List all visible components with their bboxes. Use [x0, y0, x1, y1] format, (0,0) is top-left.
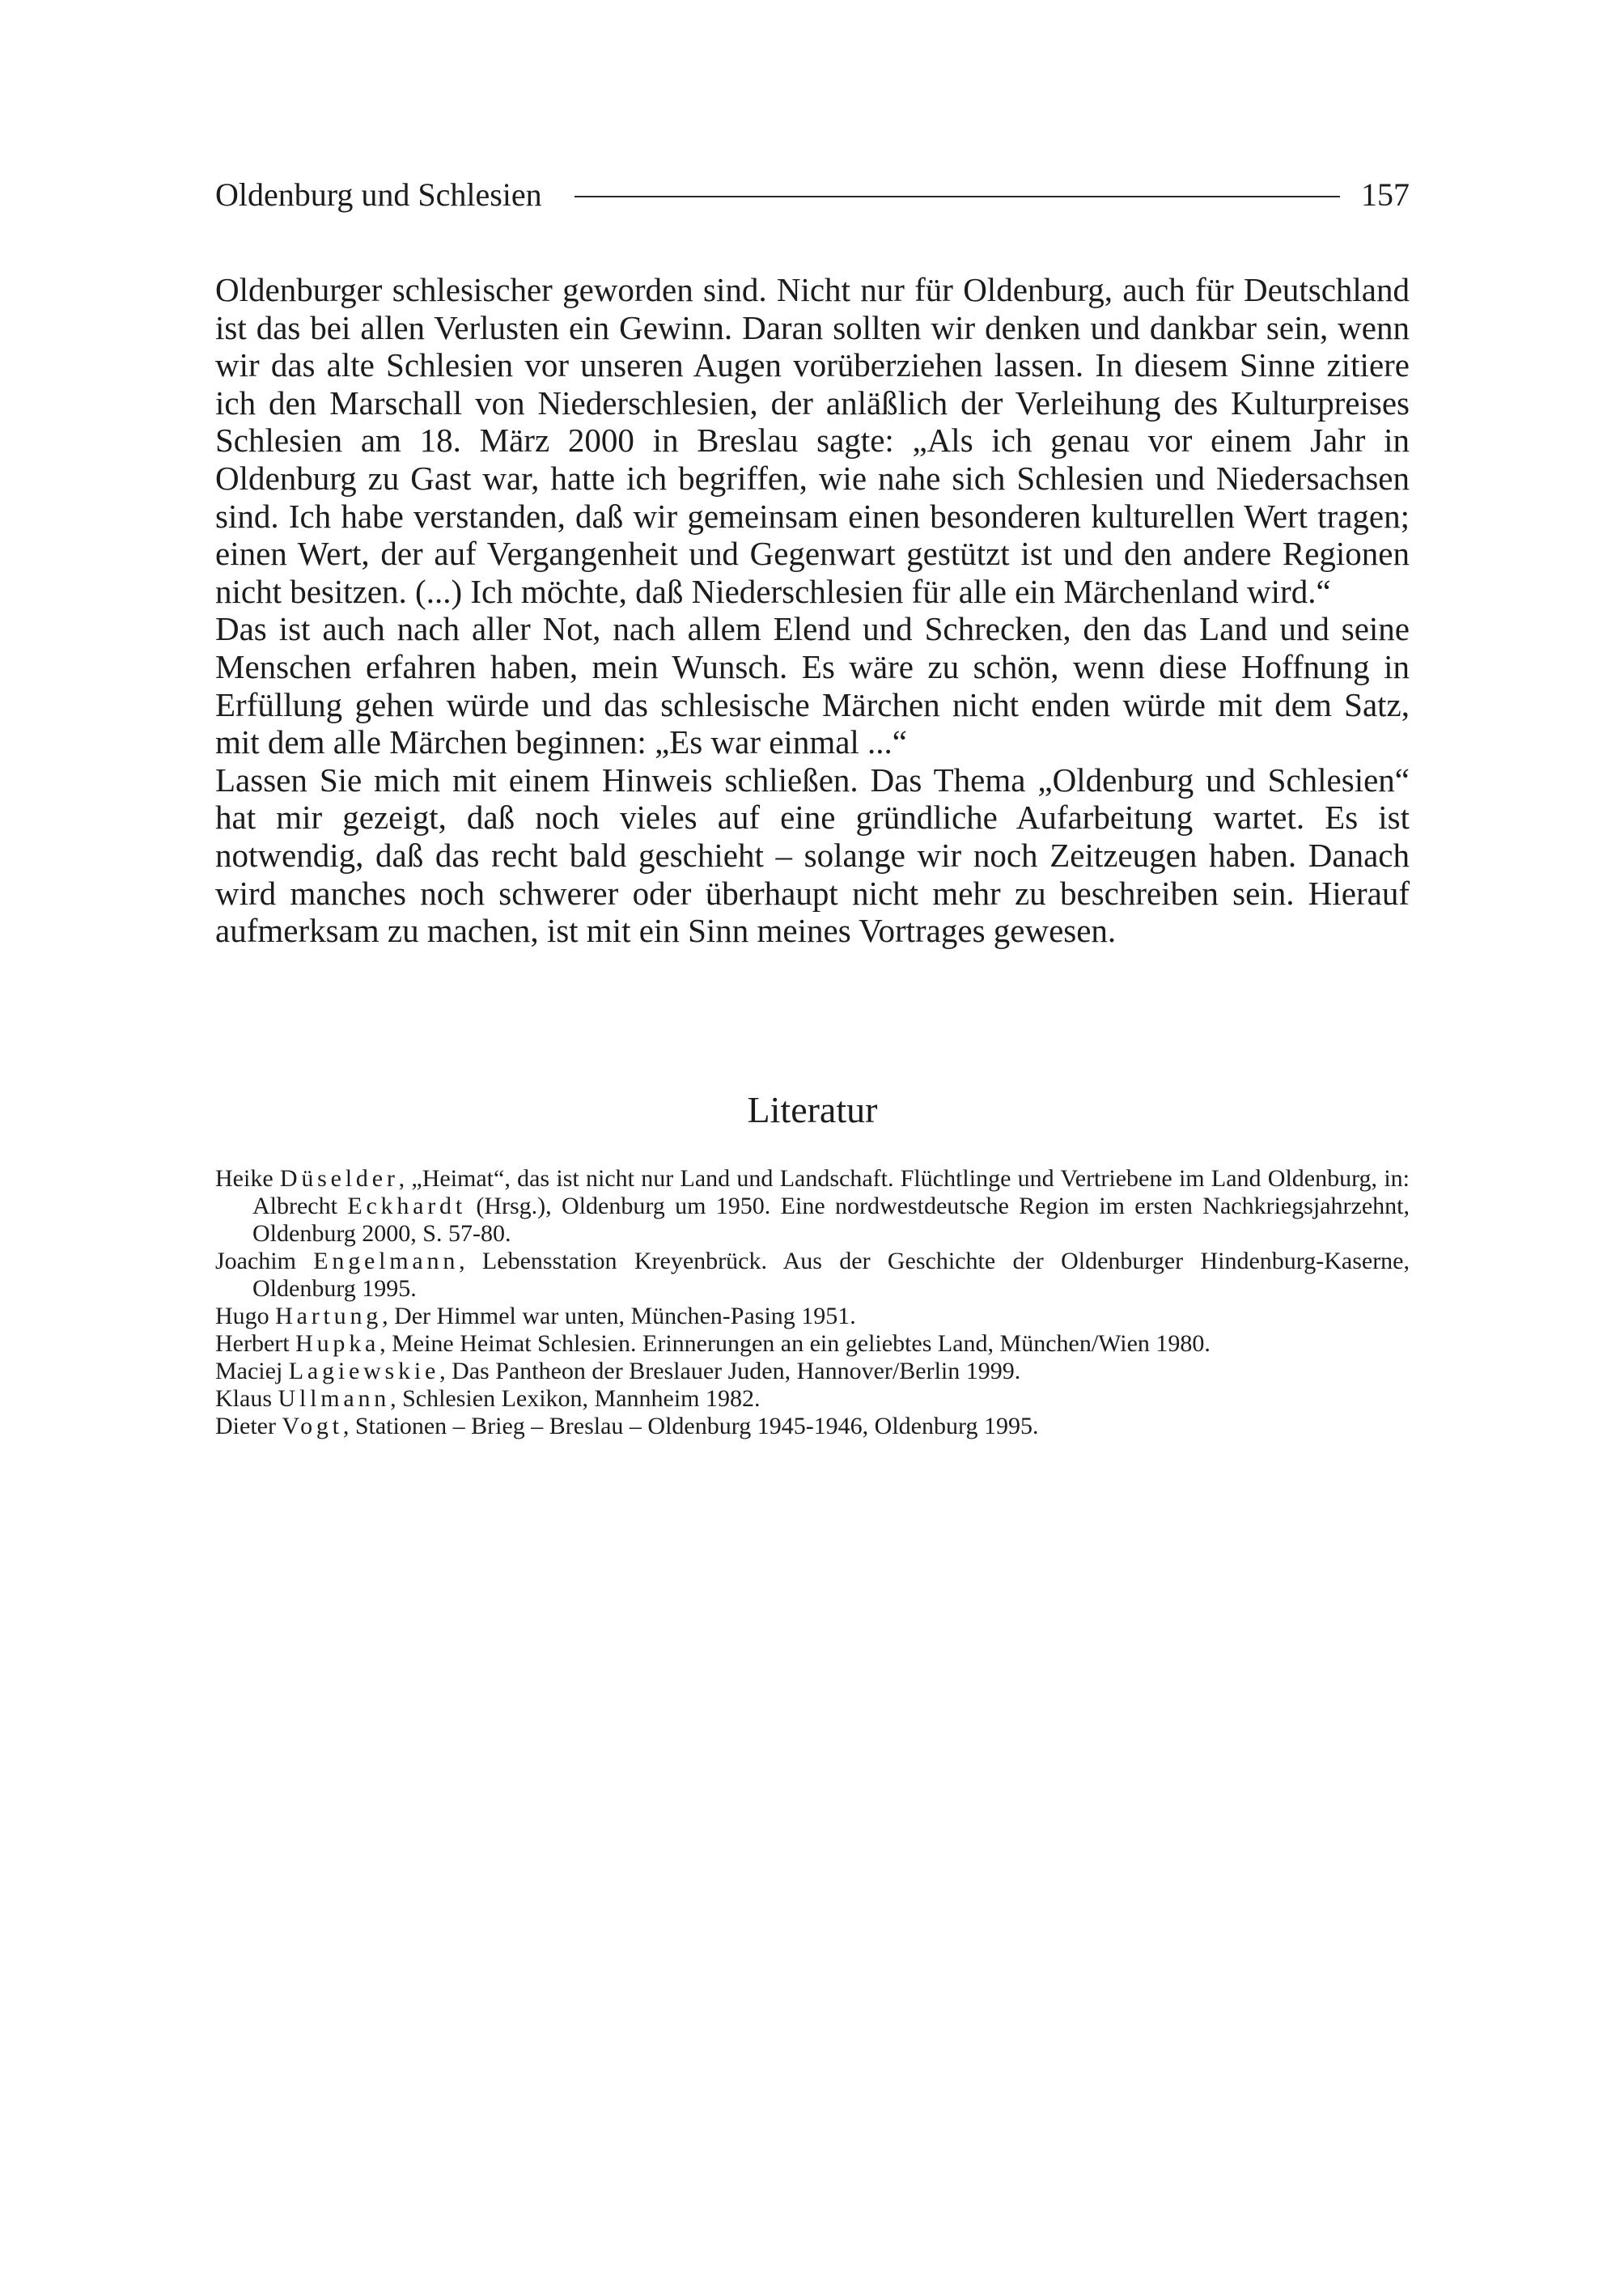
- header-rule: [575, 196, 1340, 197]
- author-surname: Hartung: [275, 1303, 383, 1329]
- author-first-name: Heike: [215, 1165, 273, 1192]
- reference-text: , Meine Heimat Schlesien. Erinnerungen an ein geliebtes Land, München/Wien 1980.: [379, 1330, 1211, 1357]
- author-first-name: Klaus: [215, 1385, 272, 1412]
- reference-text: , Der Himmel war unten, München-Pasing 1951.: [382, 1303, 856, 1329]
- paragraph: Lassen Sie mich mit einem Hinweis schließen. Das Thema „Oldenburg und Schlesien“ hat mir gezeigt, daß noch vieles auf eine gründliche Aufarbeitung wartet. Es ist notwendig, daß das recht bald geschieht – solange wir noch Zeitzeugen haben. Danach wird manches noch schwerer oder überhaupt nicht mehr zu beschreiben sein. Hierauf aufmerksam zu machen, ist mit ein Sinn meines Vortrages gewesen.: [215, 761, 1410, 950]
- reference-text: , Schlesien Lexikon, Mannheim 1982.: [390, 1385, 761, 1412]
- author-first-name: Herbert: [215, 1330, 290, 1357]
- page-number: 157: [1361, 176, 1410, 213]
- paragraph: Oldenburger schlesischer geworden sind. Nicht nur für Oldenburg, auch für Deutschland ist das bei allen Verlusten ein Gewinn. Daran sollten wir denken und dankbar sein, wenn wir das alte Schlesien vor unseren Augen vorüberziehen lassen. In diesem Sinne zitiere ich den Marschall von Niederschlesien, der anläßlich der Verleihung des Kulturpreises Schlesien am 18. März 2000 in Breslau sagte: „Als ich genau vor einem Jahr in Oldenburg zu Gast war, hatte ich begriffen, wie nahe sich Schlesien und Niedersachsen sind. Ich habe verstanden, daß wir gemeinsam einen besonderen kulturellen Wert tragen; einen Wert, der auf Vergangenheit und Gegenwart gestützt ist und den andere Regionen nicht besitzen. (...) Ich möchte, daß Niederschlesien für alle ein Märchenland wird.“: [215, 271, 1410, 610]
- running-head: [215, 170, 1410, 218]
- author-surname: Hupka: [295, 1330, 380, 1357]
- reference-entry: [215, 1303, 1410, 1330]
- author-first-name: Hugo: [215, 1303, 269, 1329]
- reference-entry: [215, 1358, 1410, 1385]
- paragraph: Das ist auch nach aller Not, nach allem Elend und Schrecken, den das Land und seine Menschen erfahren haben, mein Wunsch. Es wäre zu schön, wenn diese Hoffnung in Erfüllung gehen würde und das schlesische Märchen nicht enden würde mit dem Satz, mit dem alle Märchen beginnen: „Es war einmal ...“: [215, 610, 1410, 761]
- author-first-name: Joachim: [215, 1248, 296, 1274]
- author-surname: Düselder: [279, 1165, 399, 1192]
- author-surname: Lagiewskie: [288, 1358, 440, 1384]
- reference-text: , Lebensstation Kreyenbrück. Aus der Geschichte der Oldenburger Hindenburg-Kaserne, Oldenburg 1995.: [252, 1248, 1410, 1302]
- author-surname: Vogt: [282, 1413, 343, 1439]
- literature-heading: Literatur: [747, 1089, 878, 1130]
- editor-surname: Eckhardt: [347, 1193, 466, 1219]
- reference-entry: [215, 1248, 1410, 1303]
- author-surname: Engelmann: [313, 1248, 460, 1274]
- running-head-title: Oldenburg und Schlesien: [215, 176, 542, 213]
- reference-entry: [215, 1330, 1410, 1358]
- reference-list: [215, 1165, 1410, 1440]
- reference-entry: [215, 1385, 1410, 1413]
- reference-entry: [215, 1165, 1410, 1248]
- author-first-name: Dieter: [215, 1413, 276, 1439]
- author-surname: Ullmann: [278, 1385, 391, 1412]
- reference-text: , Das Pantheon der Breslauer Juden, Hannover/Berlin 1999.: [439, 1358, 1021, 1384]
- reference-text: , Stationen – Brieg – Breslau – Oldenburg 1945-1946, Oldenburg 1995.: [342, 1413, 1039, 1439]
- reference-text: (Hrsg.), Oldenburg um 1950. Eine nordwestdeutsche Region im ersten Nachkriegsjahrzehnt, Oldenburg 2000, S. 57-80.: [252, 1193, 1410, 1247]
- body-text: [215, 271, 1410, 950]
- reference-entry: [215, 1413, 1410, 1440]
- reference-text: , „Heimat“, das ist nicht nur Land und Landschaft. Flüchtlinge und Vertriebene im Land Oldenburg, in: Albrecht: [252, 1165, 1410, 1219]
- author-first-name: Maciej: [215, 1358, 283, 1384]
